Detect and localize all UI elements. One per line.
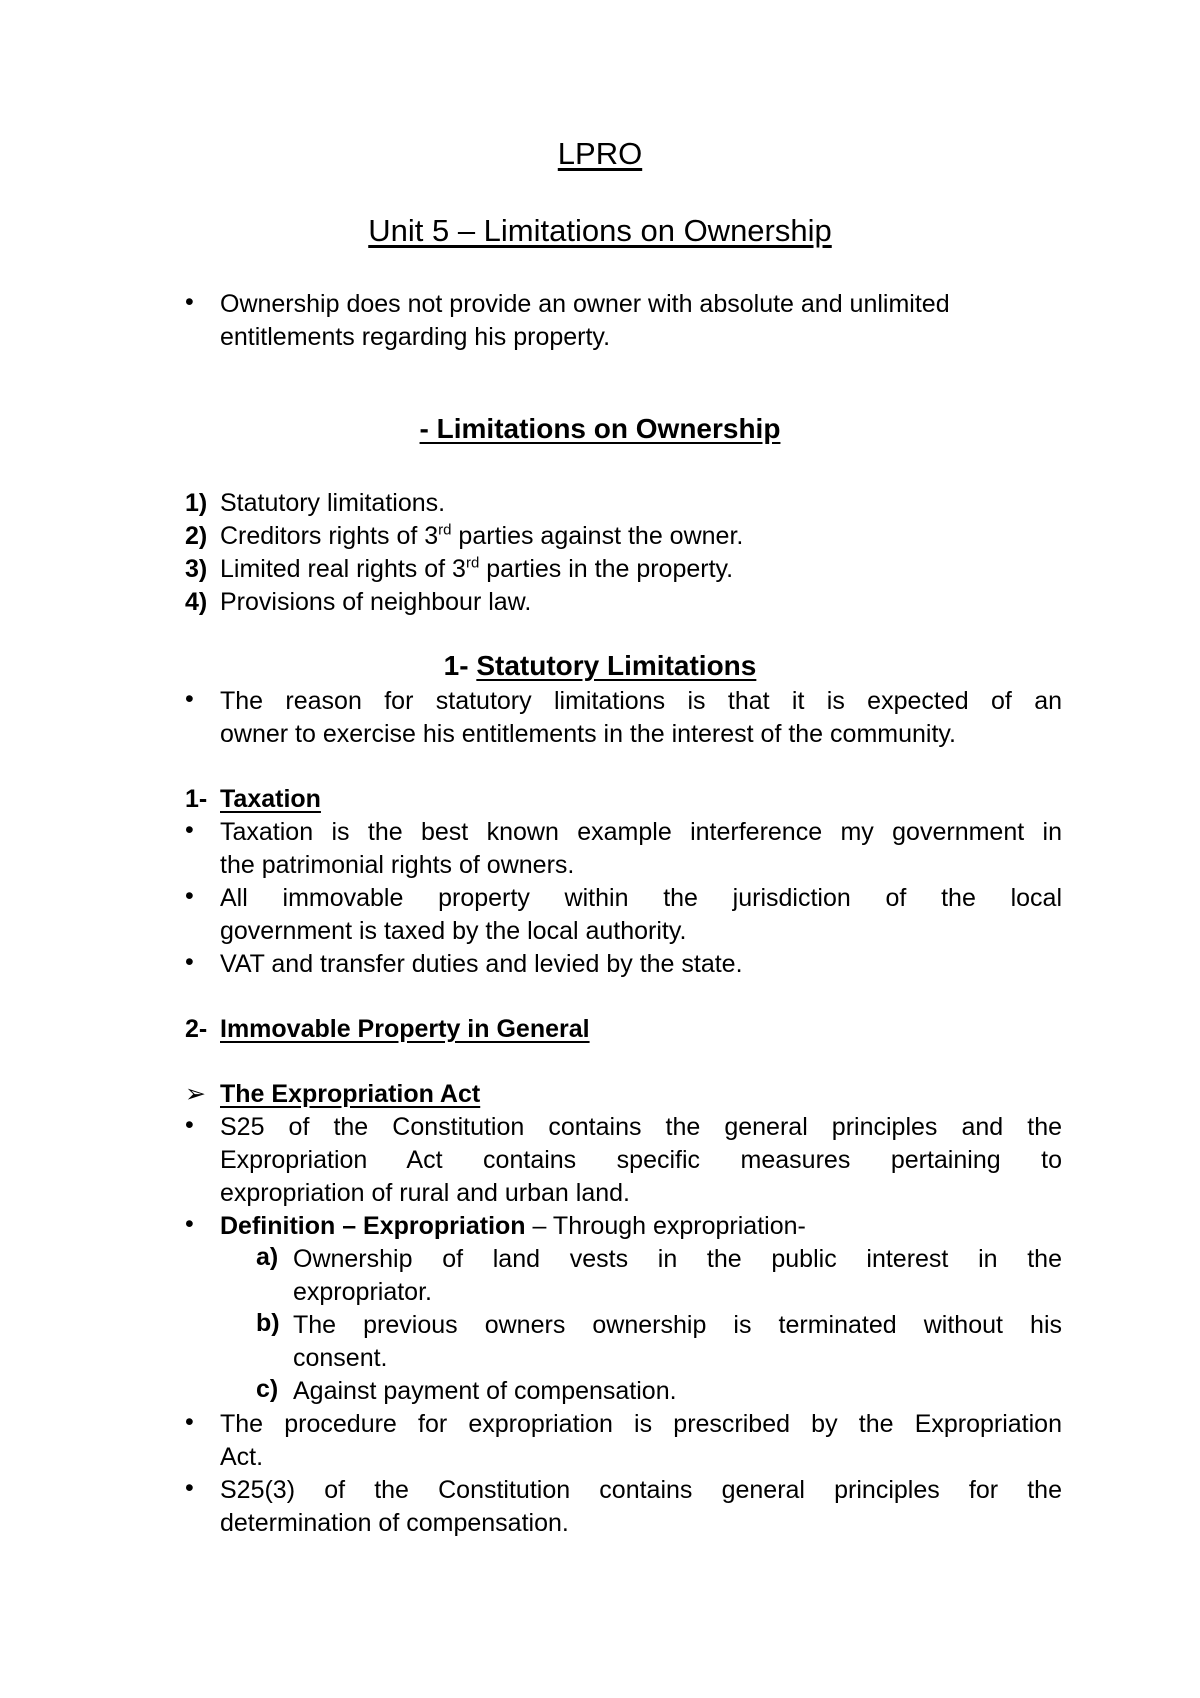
limitations-heading: - Limitations on Ownership [419, 413, 781, 444]
course-title: LPRO [557, 136, 643, 171]
statutory-heading: 1- Statutory Limitations [443, 650, 757, 681]
list-item: • S25(3) of the Constitution contains general principles for the determination of compensation. [185, 1474, 1062, 1537]
list-item: b) The previous owners ownership is terminated without his consent. [256, 1309, 1062, 1372]
list-item: c) Against payment of compensation. [256, 1375, 677, 1405]
taxation-section [185, 783, 1062, 981]
bullet-icon: • [185, 685, 194, 713]
list-item: • The reason for statutory limitations is that it is expected of an owner to exercise his entitlements in the interest of the community. [185, 685, 1062, 748]
list-item: • Ownership does not provide an owner with absolute and unlimited entitlements regarding his property. [185, 288, 950, 351]
bullet-icon: • [185, 816, 194, 844]
bullet-icon: • [185, 1474, 194, 1502]
limitations-list [185, 487, 1062, 619]
taxation-heading: 1- Taxation [185, 785, 321, 813]
expropriation-section [185, 1078, 1062, 1540]
statutory-section [185, 685, 1062, 751]
list-item: • All immovable property within the jurisdiction of the local government is taxed by the local authority. [185, 882, 1062, 945]
intro-section [185, 288, 1062, 354]
list-item: 2) Creditors rights of 3rd parties against the owner. [185, 521, 744, 550]
unit-title: Unit 5 – Limitations on Ownership [368, 213, 832, 248]
arrow-icon: ➢ [185, 1080, 206, 1108]
list-item: • Taxation is the best known example interference my government in the patrimonial rights of owners. [185, 816, 1062, 879]
list-item: • Definition – Expropriation – Through expropriation- a) Ownership of land vests in the public interest in the expropriator. b) The previous owners ownership is terminated without his consent. c) Against payment of compensation. [185, 1210, 1062, 1408]
list-item: • S25 of the Constitution contains the general principles and the Expropriation Act contains specific measures pertaining to expropriation of rural and urban land. [185, 1111, 1062, 1207]
immovable-section [185, 1013, 1062, 1046]
bullet-icon: • [185, 1408, 194, 1436]
list-item: 4) Provisions of neighbour law. [185, 588, 532, 616]
immovable-heading: 2- Immovable Property in General [185, 1015, 590, 1043]
expropriation-heading: ➢ The Expropriation Act [185, 1078, 1062, 1111]
bullet-icon: • [185, 288, 194, 316]
list-item: • VAT and transfer duties and levied by the state. [185, 948, 743, 978]
bullet-icon: • [185, 948, 194, 976]
list-item: • The procedure for expropriation is prescribed by the Expropriation Act. [185, 1408, 1062, 1471]
list-item: 1) Statutory limitations. [185, 489, 446, 517]
list-item: a) Ownership of land vests in the public interest in the expropriator. [256, 1243, 1062, 1306]
definition-subitems [220, 1243, 1062, 1408]
list-item: 3) Limited real rights of 3rd parties in the property. [185, 554, 734, 583]
bullet-icon: • [185, 1111, 194, 1139]
bullet-icon: • [185, 882, 194, 910]
bullet-icon: • [185, 1210, 194, 1238]
